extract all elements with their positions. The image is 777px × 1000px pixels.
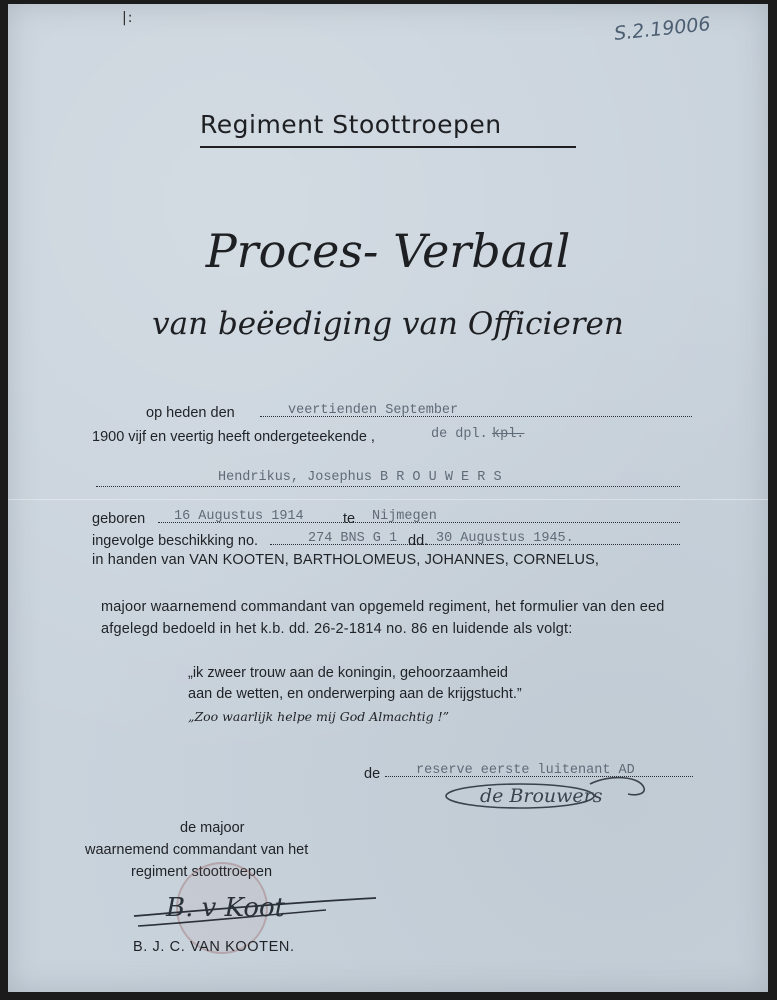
oath-form-paragraph: majoor waarnemend commandant van opgemeld regiment, het formulier van den eed afgelegd bedoeld in het k.b. dd. 26-2-1814 no. 86 en luidende als volgt: [101,599,665,637]
date-fill: veertienden September [288,403,459,418]
undersigned-rank-struck: kpl. [492,427,525,442]
born-date: 16 Augustus 1914 [174,509,304,524]
born-te: te [343,511,356,527]
oath-line-1: „ik zweer trouw aan de koningin, gehoorzaamheid [188,665,508,681]
oath-taker-rank: reserve eerste luitenant AD [416,763,635,778]
name-dotted-line [96,486,680,487]
archive-hole-mark: |: [122,10,134,26]
oath-line-3: „Zoo waarlijk helpe mij God Almachtig !” [188,709,449,724]
decree-date: 30 Augustus 1945. [436,531,574,546]
undersigned-rank: de dpl. [431,427,488,442]
decree-dotted-line [270,544,680,545]
born-place: Nijmegen [372,509,437,524]
decree-dd: dd. [408,533,429,549]
paper-fold [8,499,768,500]
document-title: Proces- Verbaal [205,224,571,278]
document-subtitle: van beëediging van Officieren [152,306,624,342]
regiment-header: Regiment Stoottroepen [200,110,502,139]
oath-line-2: aan de wetten, en onderwerping aan de krijgstucht.” [188,686,522,702]
header-underline [200,146,576,148]
decree-label: ingevolge beschikking no. [92,533,259,549]
commander-regiment: regiment stoottroepen [131,864,273,880]
undersigned-prefix: 1900 vijf en veertig heeft ondergeteekende , [92,429,375,445]
archive-number: S.2.19006 [613,13,712,45]
document-sheet [8,4,768,992]
oath-taker-de: de [364,766,381,782]
date-prefix: op heden den [146,405,235,421]
svg-text:B. v Koot: B. v Koot [166,893,286,923]
commander-role: waarnemend commandant van het [85,842,309,858]
officer-name-fill: Hendrikus, Josephus B R O U W E R S [218,470,502,485]
commander-signature-graphic [126,886,386,936]
hands-line: in handen van VAN KOOTEN, BARTHOLOMEUS, JOHANNES, CORNELUS, [92,552,600,568]
born-dotted-line [158,522,680,523]
commander-name: B. J. C. VAN KOOTEN. [133,939,295,955]
oath-taker-signature-graphic [440,770,650,814]
commander-rank: de majoor [180,820,245,836]
svg-text:de Brouwers: de Brouwers [480,785,603,807]
decree-number: 274 BNS G 1 [308,531,398,546]
born-label: geboren [92,511,146,527]
